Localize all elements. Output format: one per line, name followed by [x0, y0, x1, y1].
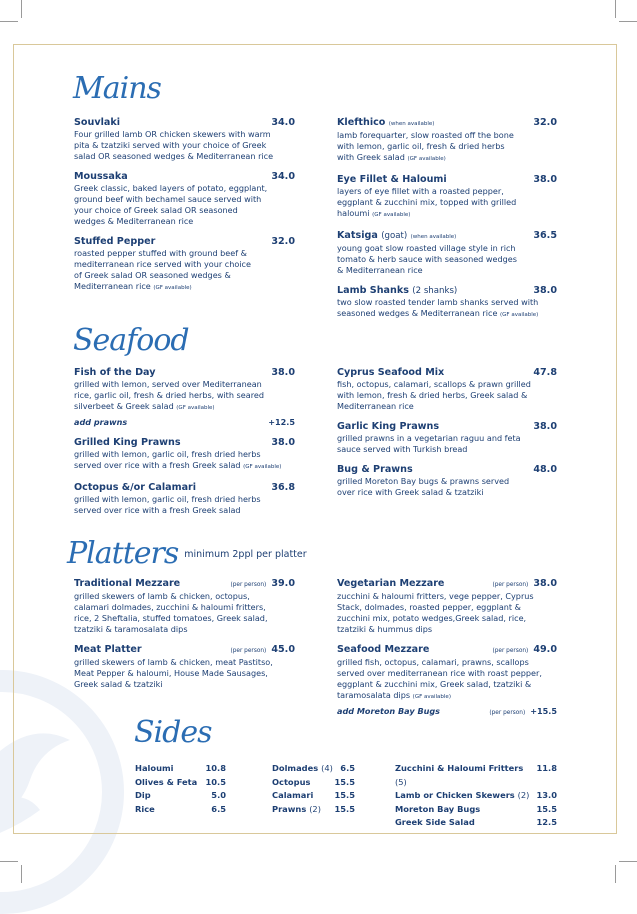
side-item: Zucchini & Haloumi Fritters (5) 11.8	[395, 763, 557, 787]
item-price: 39.0	[271, 578, 295, 589]
mains-right-column	[337, 117, 557, 330]
item-name: Moussaka	[74, 171, 128, 182]
item-price: 38.0	[271, 437, 295, 448]
item-price: 38.0	[533, 174, 557, 185]
side-item: Calamari 15.5	[272, 790, 355, 800]
item-price: 34.0	[271, 171, 295, 182]
sides-column-2	[272, 762, 355, 816]
item-description: layers of eye fillet with a roasted pepper, eggplant & zucchini mix, topped with grilled haloumi (GF available)	[337, 186, 517, 218]
side-item: Moreton Bay Bugs 15.5	[395, 803, 557, 814]
item-description: young goat slow roasted village style in rich tomato & herb sauce with seasoned wedges & Mediterranean rice	[337, 243, 517, 275]
menu-item	[337, 174, 557, 221]
sides-column-3	[395, 762, 557, 830]
item-description: grilled with lemon, garlic oil, fresh dried herbs served over rice with a fresh Greek salad	[74, 494, 261, 515]
item-description: grilled with lemon, served over Mediterranean rice, garlic oil, fresh & dried herbs, with seared silverbeet & Greek salad (GF available)	[74, 379, 264, 411]
menu-item	[74, 171, 295, 227]
item-price: 32.0	[533, 117, 557, 128]
menu-item	[337, 367, 557, 412]
seafood-right-column	[337, 367, 557, 507]
gf-note: (GF available)	[412, 694, 451, 700]
platters-note: minimum 2ppl per platter	[184, 549, 307, 560]
item-name: Souvlaki	[74, 117, 121, 128]
item-price: 38.0	[271, 367, 295, 378]
crop-mark	[0, 21, 18, 22]
menu-item: Katsiga (goat) (when available) 36.5 young goat slow roasted village style in rich tomato & herb sauce with seasoned wedges & Mediterranean rice	[337, 230, 557, 275]
menu-item: Traditional Mezzare (per person) 39.0 grilled skewers of lamb & chicken, octopus, calamari dolmades, zucchini & haloumi fritters, rice, 2 Sheftalia, stuffed tomatoes, Greek salad, tzatziki & taramosalata dips	[74, 578, 295, 634]
menu-item	[337, 421, 557, 455]
item-name: Meat Platter	[74, 644, 142, 655]
item-price: 45.0	[271, 644, 295, 655]
item-price: 36.8	[271, 482, 295, 493]
item-name: Cyprus Seafood Mix	[337, 367, 445, 378]
menu-item	[74, 482, 295, 516]
item-description: grilled prawns in a vegetarian raguu and feta sauce served with Turkish bread	[337, 433, 521, 454]
platters-heading: Platters minimum 2ppl per platter	[67, 536, 307, 571]
menu-item: Seafood Mezzare (per person) 49.0 grilled fish, octopus, calamari, prawns, scallops served over mediterranean rice with roast pepper, eggplant & zucchini mix, Greek salad, tzatziki & taramosalata dips (GF available) add Moreton Bay Bugs (per person) +15.5	[337, 644, 557, 719]
crop-mark	[615, 865, 616, 883]
side-item: Prawns (2) 15.5	[272, 803, 355, 814]
gf-note: (GF available)	[500, 312, 539, 318]
mains-left-column	[74, 117, 295, 303]
side-item: Octopus 15.5	[272, 776, 355, 787]
add-on-row: add prawns +12.5	[74, 417, 295, 427]
item-description: grilled skewers of lamb & chicken, octopus, calamari dolmades, zucchini & haloumi fritters, rice, 2 Sheftalia, stuffed tomatoes, Greek salad, tzatziki & taramosalata dips	[74, 591, 268, 634]
item-name: Fish of the Day	[74, 367, 156, 378]
crop-mark	[619, 861, 637, 862]
gf-note: (GF available)	[153, 285, 192, 291]
menu-item	[74, 437, 295, 473]
item-description: Four grilled lamb OR chicken skewers with warm pita & tzatziki served with your choice of Greek salad OR seasoned wedges & Mediterranean rice	[74, 129, 274, 161]
item-price: 38.0	[533, 578, 557, 589]
sides-column-1	[135, 762, 226, 816]
side-item: Greek Side Salad 12.5	[395, 817, 557, 827]
menu-item	[74, 236, 295, 294]
seafood-left-column	[74, 367, 295, 525]
item-price: 36.5	[533, 230, 557, 241]
menu-item	[74, 117, 295, 162]
item-name: Octopus &/or Calamari	[74, 482, 197, 493]
menu-item: Meat Platter (per person) 45.0 grilled skewers of lamb & chicken, meat Pastitso, Meat Pepper & haloumi, House Made Sausages, Greek salad & tzatziki	[74, 644, 295, 689]
item-description: two slow roasted tender lamb shanks served with seasoned wedges & Mediterranean rice (GF available)	[337, 297, 539, 318]
gf-note: (GF available)	[372, 212, 411, 218]
item-description: grilled skewers of lamb & chicken, meat Pastitso, Meat Pepper & haloumi, House Made Sausages, Greek salad & tzatziki	[74, 657, 273, 689]
gf-note: (GF available)	[243, 464, 282, 470]
side-item: Dolmades (4) 6.5	[272, 763, 355, 773]
side-item: Lamb or Chicken Skewers (2) 13.0	[395, 790, 557, 800]
crop-mark	[619, 21, 637, 22]
add-on-row: add Moreton Bay Bugs (per person) +15.5	[337, 706, 557, 716]
item-name: Klefthico	[337, 117, 386, 128]
seafood-heading: Seafood	[73, 323, 189, 358]
item-description: roasted pepper stuffed with ground beef & mediterranean rice served with your choice of Greek salad OR seasoned wedges & Mediterranean rice (GF available)	[74, 248, 251, 291]
item-name: Eye Fillet & Haloumi	[337, 174, 447, 185]
side-item: Haloumi 10.8	[135, 763, 226, 773]
crop-mark	[615, 0, 616, 18]
item-name: Vegetarian Mezzare	[337, 578, 445, 589]
platters-left-column	[74, 578, 295, 699]
sides-heading: Sides	[134, 715, 212, 750]
menu-item: Vegetarian Mezzare (per person) 38.0 zucchini & haloumi fritters, vege pepper, Cyprus Stack, dolmades, roasted pepper, eggplant & zucchini mix, potato wedges,Greek salad, rice, tzatziki & hummus dips	[337, 578, 557, 634]
menu-item: Klefthico (when available) 32.0 lamb forequarter, slow roasted off the bone with lemon, garlic oil, fresh & dried herbs with Greek salad (GF available)	[337, 117, 557, 165]
mains-heading: Mains	[73, 71, 161, 106]
item-name: Bug & Prawns	[337, 464, 413, 475]
item-price: 34.0	[271, 117, 295, 128]
item-description: Greek classic, baked layers of potato, eggplant, ground beef with bechamel sauce served with your choice of Greek salad OR seasoned wedges & Mediterranean rice	[74, 183, 268, 226]
item-name: Garlic King Prawns	[337, 421, 440, 432]
item-price: 49.0	[533, 644, 557, 655]
item-name: Seafood Mezzare	[337, 644, 430, 655]
item-description: grilled fish, octopus, calamari, prawns, scallops served over mediterranean rice with roast pepper, eggplant & zucchini mix, Greek salad, tzatziki & taramosalata dips (GF available)	[337, 657, 542, 700]
gf-note: (GF available)	[176, 405, 215, 411]
item-name: Traditional Mezzare	[74, 578, 181, 589]
item-description: zucchini & haloumi fritters, vege pepper, Cyprus Stack, dolmades, roasted pepper, eggplant & zucchini mix, potato wedges,Greek salad, rice, tzatziki & hummus dips	[337, 591, 534, 634]
item-description: grilled Moreton Bay bugs & prawns served over rice with Greek salad & tzatziki	[337, 476, 510, 497]
side-item: Rice 6.5	[135, 803, 226, 814]
platters-right-column	[337, 578, 557, 728]
item-name: Lamb Shanks	[337, 285, 409, 296]
item-description: fish, octopus, calamari, scallops & prawn grilled with lemon, fresh & dried herbs, Greek salad & Mediterranean rice	[337, 379, 531, 411]
item-price: 32.0	[271, 236, 295, 247]
item-price: 48.0	[533, 464, 557, 475]
gf-note: (GF available)	[407, 156, 446, 162]
side-item: Dip 5.0	[135, 790, 226, 800]
side-item: Olives & Feta 10.5	[135, 776, 226, 787]
menu-item	[337, 464, 557, 498]
menu-item	[74, 367, 295, 428]
crop-mark	[21, 0, 22, 18]
item-name: Grilled King Prawns	[74, 437, 181, 448]
item-description: lamb forequarter, slow roasted off the bone with lemon, garlic oil, fresh & dried herbs with Greek salad (GF available)	[337, 130, 514, 162]
item-name: Stuffed Pepper	[74, 236, 156, 247]
item-name: Katsiga	[337, 230, 378, 241]
menu-item: Lamb Shanks (2 shanks) 38.0 two slow roasted tender lamb shanks served with seasoned wedges & Mediterranean rice (GF available)	[337, 285, 557, 321]
item-price: 47.8	[533, 367, 557, 378]
item-price: 38.0	[533, 285, 557, 296]
item-price: 38.0	[533, 421, 557, 432]
item-description: grilled with lemon, garlic oil, fresh dried herbs served over rice with a fresh Greek salad (GF available)	[74, 449, 282, 470]
